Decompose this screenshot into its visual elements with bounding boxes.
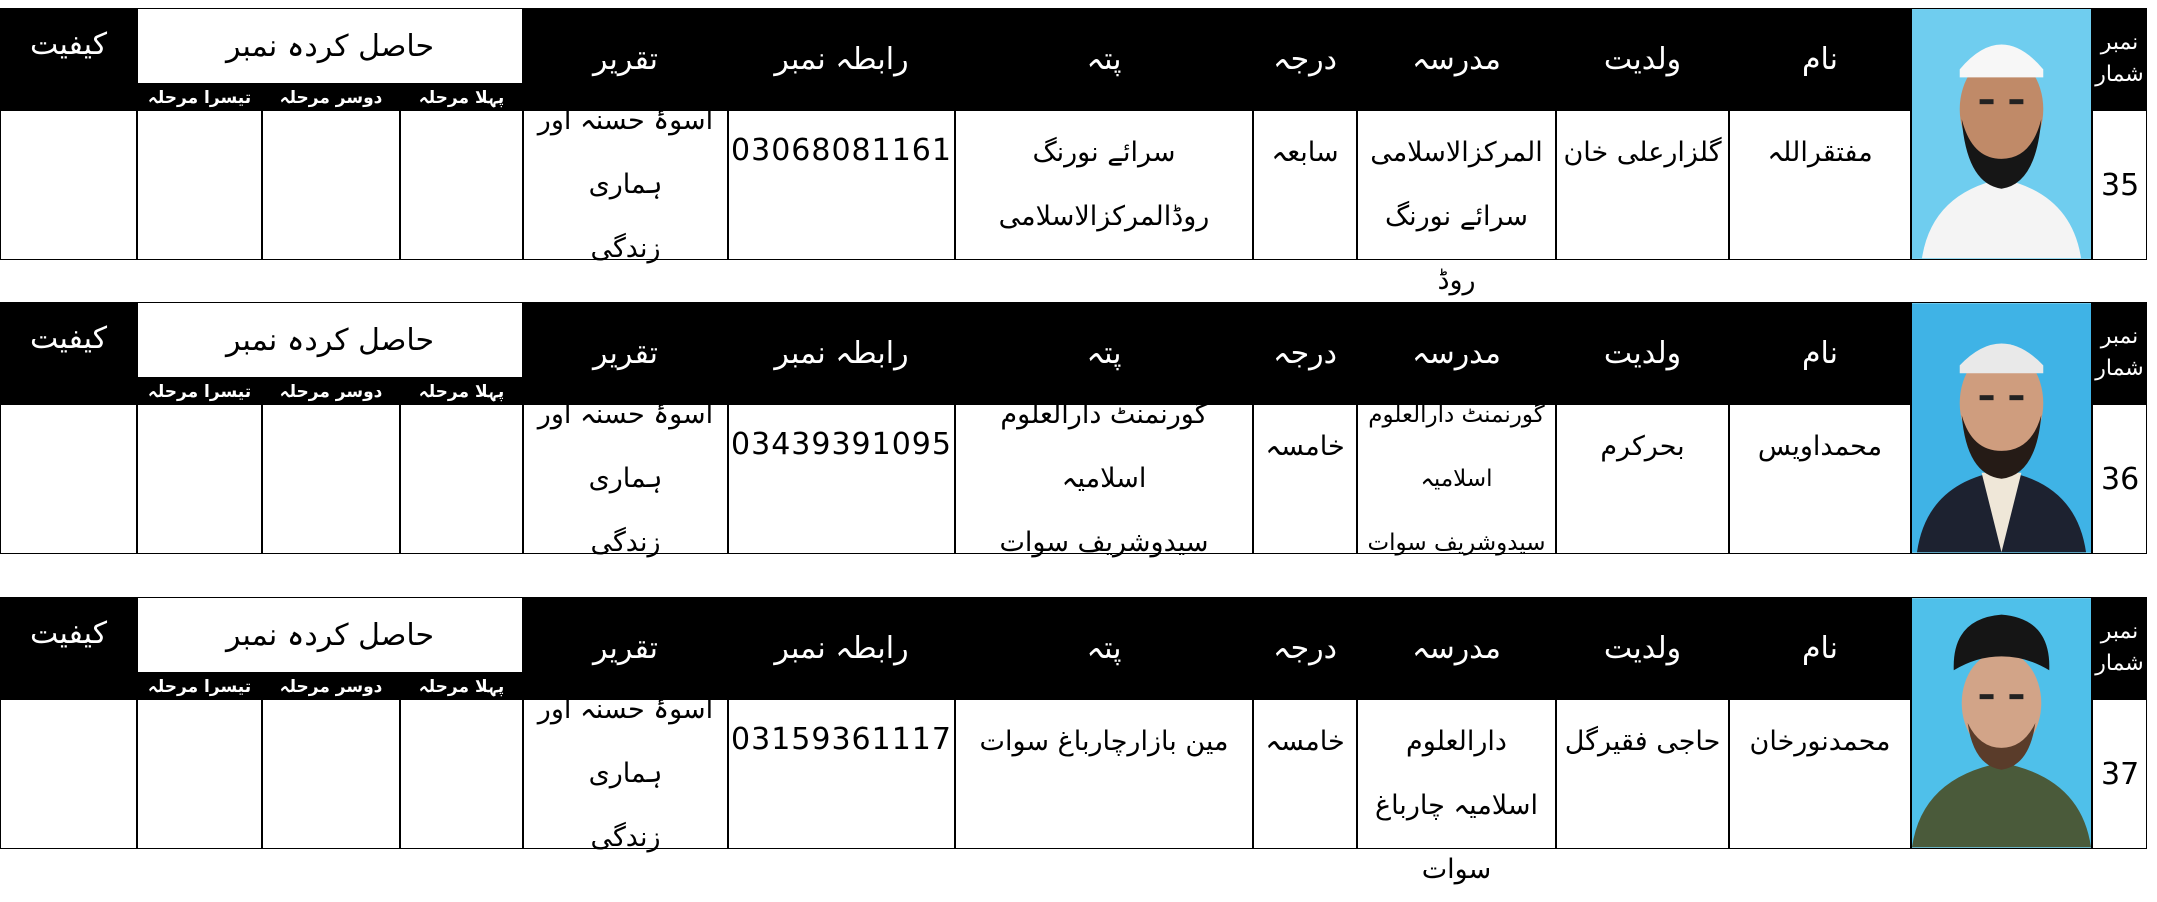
marks-header: حاصل کردہ نمبر (137, 8, 523, 84)
stage1-header: پہلا مرحلہ (400, 673, 523, 699)
person-photo-icon (1912, 303, 2091, 553)
address-line1: گورنمنٹ دارالعلوم اسلامیہ (1000, 399, 1208, 494)
speech-header: تقریر (523, 597, 728, 699)
remarks-value (0, 699, 137, 849)
speech-line2: زندگی (590, 822, 661, 853)
stage3-marks (137, 110, 262, 260)
speech-header: تقریر (523, 8, 728, 110)
address-header: پتہ (955, 8, 1253, 110)
grade-header: درجہ (1253, 302, 1357, 404)
person-photo-icon (1912, 9, 2091, 259)
serial-header-line2: شمار (2095, 62, 2144, 87)
father-name (1556, 110, 1729, 260)
stage2-marks (262, 404, 400, 554)
stage2-header: دوسر مرحلہ (262, 84, 400, 110)
madrasa-line1: مدرسہ المرکزالاسلامی (1370, 73, 1543, 168)
address-line1: سرائے نورنگ روڈالمرکزالاسلامی (998, 137, 1210, 232)
serial-header (2092, 302, 2147, 404)
grade-header: درجہ (1253, 8, 1357, 110)
remarks-header: کیفیت (0, 8, 137, 110)
serial-number: 37 (2092, 699, 2147, 849)
contact-number: 03068081161 (728, 110, 955, 260)
student-name (1729, 699, 1911, 849)
grade-value (1253, 110, 1357, 260)
contact-number: 03159361117 (728, 699, 955, 849)
stage3-marks (137, 699, 262, 849)
stage1-header: پہلا مرحلہ (400, 378, 523, 404)
remarks-header: کیفیت (0, 597, 137, 699)
madrasa-name (1357, 662, 1556, 885)
madrasa-line2: اسلامیہ چارباغ سوات (1374, 790, 1539, 885)
grade-value (1253, 404, 1357, 554)
address-value (955, 399, 1253, 558)
serial-header-line2: شمار (2095, 651, 2144, 676)
father-header: ولدیت (1556, 8, 1729, 110)
address-header: پتہ (955, 302, 1253, 404)
speech-line1: اسوۂ حسنہ اور ہماری (537, 694, 714, 789)
madrasa-line1: گورنمنٹ دارالعلوم اسلامیہ (1368, 402, 1545, 492)
madrasa-header: مدرسہ (1357, 302, 1556, 404)
student-photo (1911, 597, 2092, 849)
grade-text: سابعہ (1271, 137, 1339, 168)
madrasa-name (1357, 404, 1556, 554)
stage2-marks (262, 699, 400, 849)
serial-header-line1: نمبر (2100, 30, 2139, 55)
remarks-value (0, 404, 137, 554)
madrasa-line2: سیدوشریف سوات (1367, 530, 1546, 556)
student-name-text: محمداویس (1757, 431, 1883, 462)
stage3-header: تیسرا مرحلہ (137, 378, 262, 404)
madrasa-name (1357, 73, 1556, 296)
serial-number: 36 (2092, 404, 2147, 554)
madrasa-header: مدرسہ (1357, 597, 1556, 699)
person-photo-icon (1912, 598, 2091, 848)
stage1-marks (400, 404, 523, 554)
stage3-marks (137, 404, 262, 554)
stage2-marks (262, 110, 400, 260)
serial-header (2092, 8, 2147, 110)
stage2-header: دوسر مرحلہ (262, 378, 400, 404)
name-header: نام (1729, 8, 1911, 110)
speech-line1: اسوۂ حسنہ اور ہماری (537, 105, 714, 200)
grade-text: خامسہ (1265, 726, 1345, 757)
address-header: پتہ (955, 597, 1253, 699)
serial-header (2092, 597, 2147, 699)
speech-topic (523, 105, 728, 264)
student-photo (1911, 302, 2092, 554)
student-name-text: مفتقراللہ (1767, 137, 1873, 168)
contact-header: رابطہ نمبر (728, 302, 955, 404)
father-name-text: حاجی فقیرگل (1564, 726, 1721, 757)
student-photo (1911, 8, 2092, 260)
father-header: ولدیت (1556, 597, 1729, 699)
madrasa-line1: گورنمنٹ دارالعلوم (1406, 662, 1507, 757)
madrasa-line2: سرائے نورنگ روڈ (1384, 201, 1529, 296)
stage1-marks (400, 110, 523, 260)
grade-header: درجہ (1253, 597, 1357, 699)
serial-number: 35 (2092, 110, 2147, 260)
serial-header-line1: نمبر (2100, 619, 2139, 644)
contact-header: رابطہ نمبر (728, 8, 955, 110)
serial-header-line2: شمار (2095, 356, 2144, 381)
student-name (1729, 110, 1911, 260)
contact-number: 03439391095 (728, 404, 955, 554)
grade-text: خامسہ (1265, 431, 1345, 462)
stage1-marks (400, 699, 523, 849)
father-name (1556, 404, 1729, 554)
address-line1: مین بازارچارباغ سوات (979, 726, 1229, 757)
speech-topic (523, 399, 728, 558)
student-name-text: محمدنورخان (1749, 726, 1891, 757)
stage1-header: پہلا مرحلہ (400, 84, 523, 110)
contact-header: رابطہ نمبر (728, 597, 955, 699)
speech-header: تقریر (523, 302, 728, 404)
madrasa-header: مدرسہ (1357, 8, 1556, 110)
marks-header: حاصل کردہ نمبر (137, 302, 523, 378)
grade-value (1253, 699, 1357, 849)
father-name-text: بحرکرم (1600, 431, 1685, 462)
stage3-header: تیسرا مرحلہ (137, 673, 262, 699)
speech-line2: زندگی (590, 527, 661, 558)
father-name (1556, 699, 1729, 849)
address-value (955, 699, 1253, 849)
name-header: نام (1729, 302, 1911, 404)
marks-header: حاصل کردہ نمبر (137, 597, 523, 673)
student-name (1729, 404, 1911, 554)
stage3-header: تیسرا مرحلہ (137, 84, 262, 110)
remarks-header: کیفیت (0, 302, 137, 404)
father-name-text: گلزارعلی خان (1563, 137, 1722, 168)
speech-topic (523, 694, 728, 853)
name-header: نام (1729, 597, 1911, 699)
address-line2: سیدوشریف سوات (999, 527, 1209, 558)
speech-line1: اسوۂ حسنہ اور ہماری (537, 399, 714, 494)
speech-line2: زندگی (590, 233, 661, 264)
address-value (955, 110, 1253, 260)
stage2-header: دوسر مرحلہ (262, 673, 400, 699)
father-header: ولدیت (1556, 302, 1729, 404)
serial-header-line1: نمبر (2100, 324, 2139, 349)
remarks-value (0, 110, 137, 260)
